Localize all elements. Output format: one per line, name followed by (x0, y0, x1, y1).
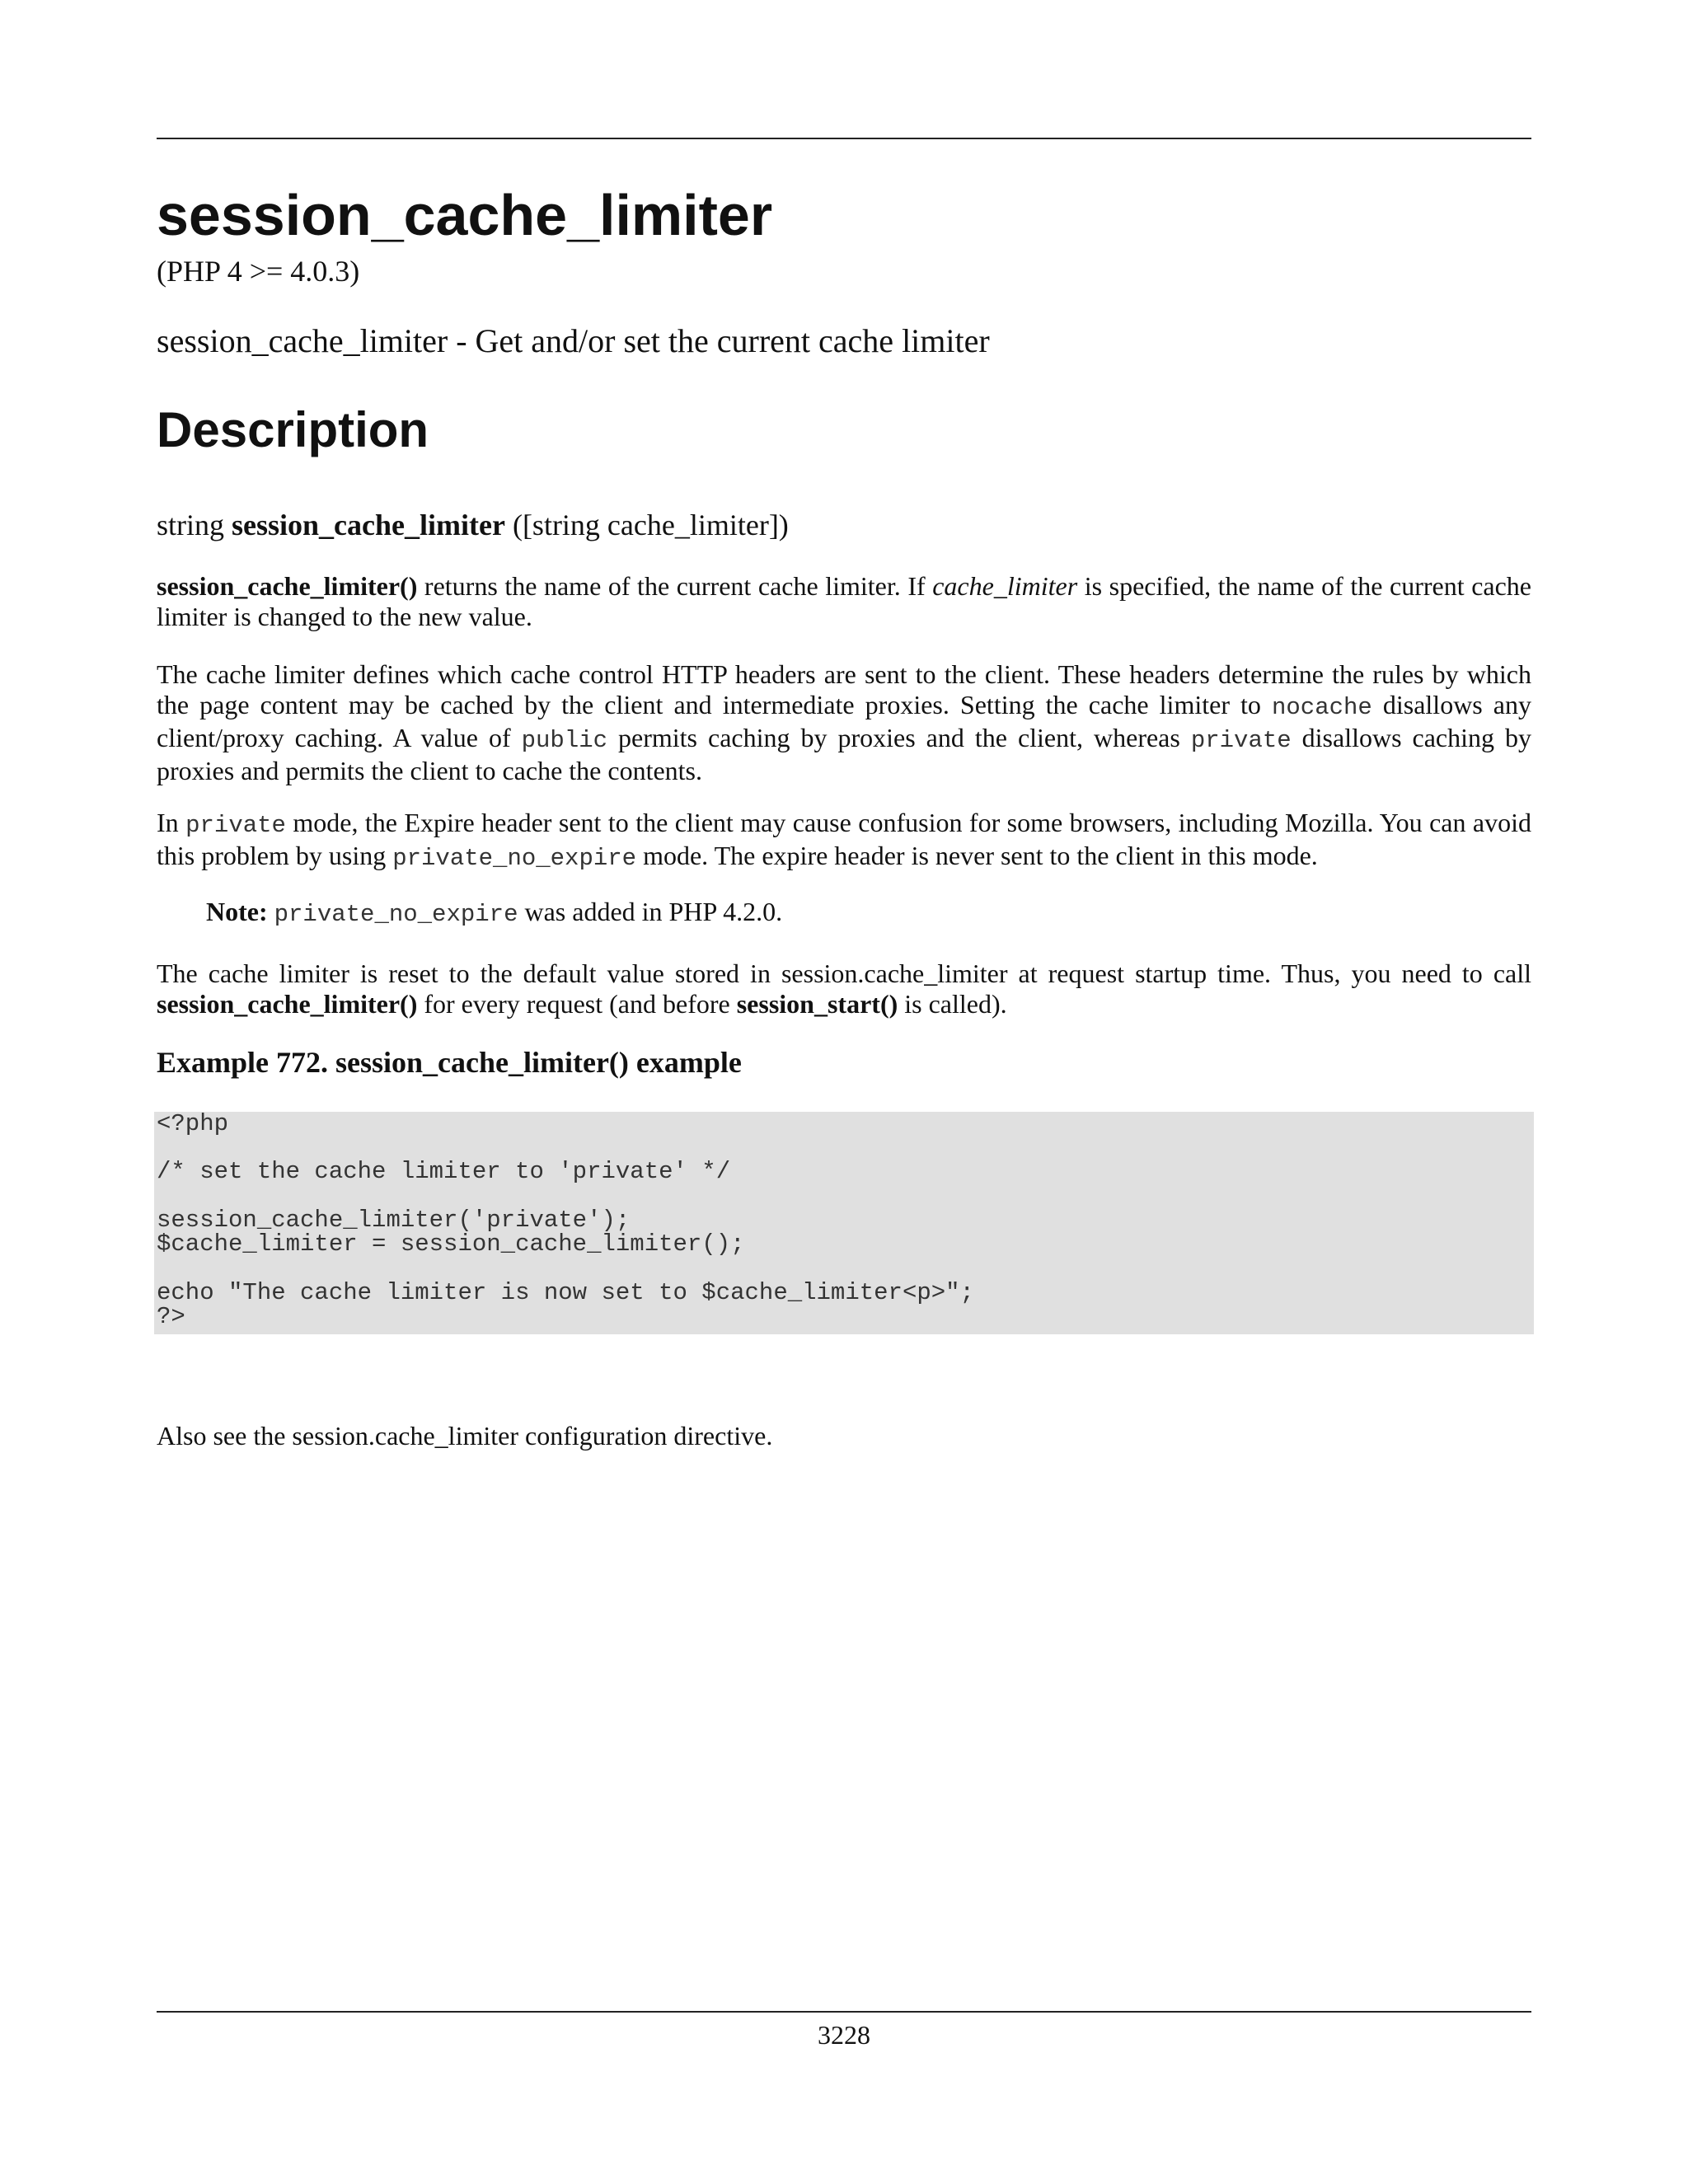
inline-code: nocache (1271, 694, 1372, 721)
footer-rule (157, 2011, 1531, 2013)
code-line: session_cache_limiter('private'); (157, 1207, 631, 1234)
paragraph-text: disallows any client/proxy caching. A value of (157, 690, 1532, 752)
inline-code: private (185, 812, 286, 839)
paragraph-text: returns the name of the current cache limiter. If (417, 571, 933, 601)
paragraph-text: is specified, the name of the current cache limiter is changed to the new value. (157, 571, 1532, 631)
synopsis-function-name: session_cache_limiter (232, 509, 505, 541)
page-title: session_cache_limiter (157, 183, 773, 247)
paragraph-text: permits caching by proxies and the client, whereas (607, 723, 1191, 752)
paragraph-text: mode, the Expire header sent to the client may cause confusion for some browsers, including Mozilla. You can avoid this problem by using (157, 808, 1532, 870)
paragraph-cache-headers (157, 659, 1531, 786)
function-ref: session_cache_limiter() (157, 571, 418, 601)
inline-code: private_no_expire (274, 901, 518, 928)
header-rule (157, 138, 1531, 139)
note-label: Note: (206, 897, 268, 926)
inline-code: public (521, 727, 608, 754)
paragraph-text: In (157, 808, 186, 837)
document-page (157, 0, 1531, 2184)
code-example (154, 1112, 1534, 1334)
ref-purpose: session_cache_limiter - Get and/or set the current cache limiter (157, 322, 990, 359)
page-number: 3228 (818, 2020, 870, 2050)
synopsis-return-type: string (157, 509, 232, 541)
code-line: <?php (157, 1110, 229, 1137)
parameter-ref: cache_limiter (932, 571, 1078, 601)
code-line: ?> (157, 1303, 185, 1330)
code-line: /* set the cache limiter to 'private' */ (157, 1158, 731, 1185)
function-ref: session_start() (736, 989, 898, 1019)
paragraph-text: The cache limiter is reset to the default value stored in session.cache_limiter at request startup time. Thus, you need to call (157, 958, 1531, 988)
paragraph-text: is called). (898, 989, 1007, 1019)
note-text: was added in PHP 4.2.0. (518, 897, 783, 926)
inline-code: private (1190, 727, 1292, 754)
see-also: Also see the session.cache_limiter configuration directive. (157, 1421, 773, 1451)
version-info: (PHP 4 >= 4.0.3) (157, 255, 360, 288)
function-ref: session_cache_limiter() (157, 989, 418, 1019)
description-heading: Description (157, 402, 429, 457)
paragraph-text: disallows caching by proxies and permits the client to cache the contents. (157, 723, 1532, 785)
paragraph-text: mode. The expire header is never sent to the client in this mode. (636, 841, 1318, 870)
code-line: $cache_limiter = session_cache_limiter(); (157, 1230, 745, 1258)
paragraph-reset (157, 958, 1531, 1019)
example-title: Example 772. session_cache_limiter() example (157, 1046, 742, 1079)
paragraph-text: for every request (and before (417, 989, 737, 1019)
inline-code: private_no_expire (392, 845, 637, 872)
paragraph-text: The cache limiter defines which cache control HTTP headers are sent to the client. These headers determine the rules by which the page content may be cached by the client and intermediate proxies. Setting the cache limiter to (157, 659, 1531, 719)
function-synopsis (157, 509, 789, 542)
synopsis-params: ([string cache_limiter]) (504, 509, 789, 541)
paragraph-private-mode (157, 808, 1531, 874)
note-block (206, 897, 782, 930)
code-line: echo "The cache limiter is now set to $cache_limiter<p>"; (157, 1279, 974, 1306)
paragraph-return-value (157, 571, 1531, 632)
